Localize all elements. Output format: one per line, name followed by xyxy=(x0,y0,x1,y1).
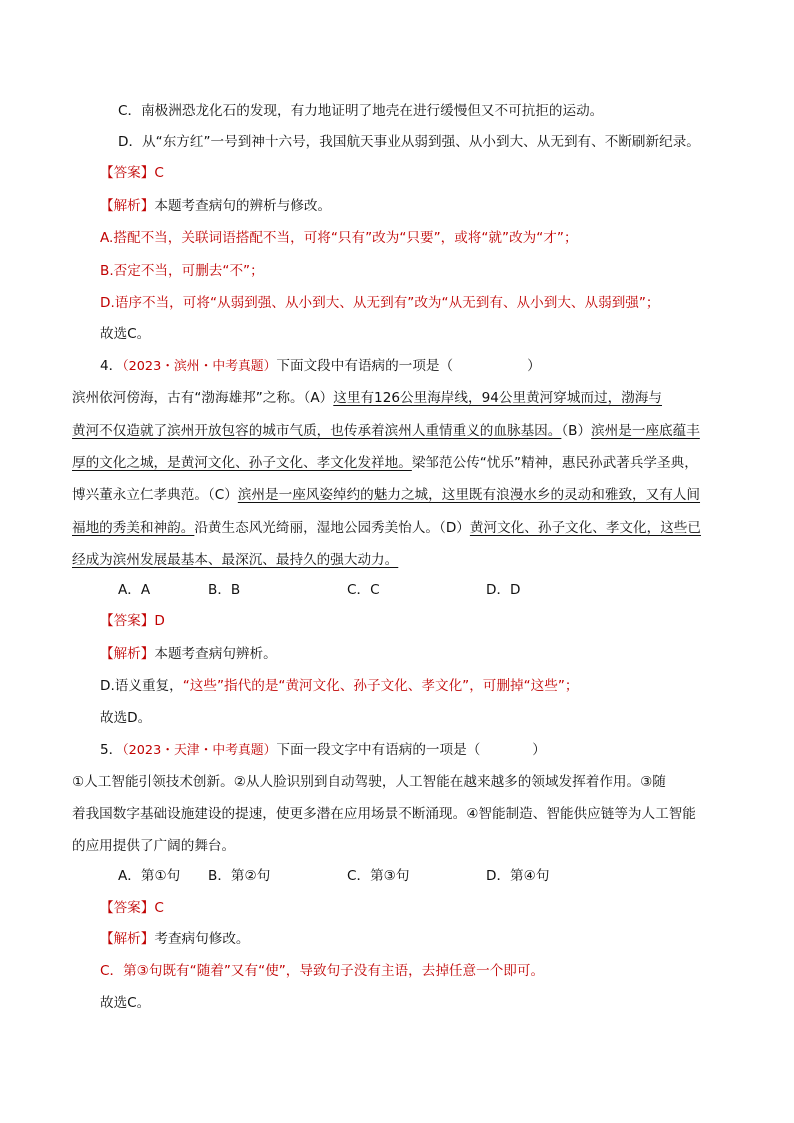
q3-option-d: D．从“东方红”一号到神十六号，我国航天事业从弱到强、从小到大、从无到有、不断刷新纪录。 xyxy=(118,134,700,150)
q4-stem-text: 下面文段中有语病的一项是（ xyxy=(276,358,454,374)
q4-analysis-d: D.语义重复，“这些”指代的是“黄河文化、孙子文化、孝文化”，可删掉“这些”； xyxy=(100,678,579,694)
q4-passage-line-3: 厚的文化之城，是黄河文化、孙子文化、孝文化发祥地。梁邹范公传“忧乐”精神，惠民孙武著兵学圣典， xyxy=(72,455,698,471)
q5-stem xyxy=(100,740,546,761)
answer-tag: 【答案】 xyxy=(100,165,155,181)
q4-passage-line-2: 黄河不仅造就了滨州开放包容的城市气质，也传承着滨州人重情重义的血脉基因。（B）滨州是一座底蕴丰 xyxy=(72,423,700,439)
answer-tag: 【答案】 xyxy=(100,613,155,629)
answer-value: C xyxy=(154,900,164,916)
q5-stem-close: ） xyxy=(532,742,546,758)
q4-option-b[interactable]: B．B xyxy=(208,582,241,598)
q5-number: 5． xyxy=(100,742,123,758)
q4-stem-close: ） xyxy=(527,358,541,374)
q5-option-a[interactable]: A．第①句 xyxy=(118,868,181,884)
answer-value: C xyxy=(154,165,164,181)
q4-source: （2023・滨州・中考真题） xyxy=(122,359,277,374)
q5-answer xyxy=(100,898,164,918)
q4-number: 4． xyxy=(100,358,123,374)
q3-option-c: C．南极洲恐龙化石的发现，有力地证明了地壳在进行缓慢但又不可抗拒的运动。 xyxy=(118,103,604,119)
q3-answer xyxy=(100,163,164,183)
analysis-text: 本题考查病句辨析。 xyxy=(154,646,277,662)
answer-tag: 【答案】 xyxy=(100,900,155,916)
analysis-text: 考查病句修改。 xyxy=(154,931,250,947)
q5-passage-line-1: ①人工智能引领技术创新。②从人脸识别到自动驾驶，人工智能在越来越多的领域发挥着作用。③随 xyxy=(72,774,666,790)
q4-passage-line-1: 滨州依河傍海，古有“渤海雄邦”之称。（A）这里有126公里海岸线，94公里黄河穿城而过，渤海与 xyxy=(72,390,662,406)
q5-analysis-c: C．第③句既有“随着”又有“使”，导致句子没有主语，去掉任意一个即可。 xyxy=(100,963,545,979)
q3-analysis-a: A.搭配不当，关联词语搭配不当，可将“只有”改为“只要”，或将“就”改为“才”； xyxy=(100,230,578,246)
q4-passage-line-4: 博兴董永立仁孝典范。（C）滨州是一座风姿绰约的魅力之城，这里既有浪漫水乡的灵动和雅致，又有人间 xyxy=(72,487,701,503)
analysis-text: 本题考查病句的辨析与修改。 xyxy=(154,198,332,214)
q4-analysis xyxy=(100,644,277,664)
q4-conclusion: 故选D。 xyxy=(100,710,152,726)
q5-passage-line-2: 着我国数字基础设施建设的提速，使更多潜在应用场景不断涌现。④智能制造、智能供应链等为人工智能 xyxy=(72,806,696,822)
q5-source: （2023・天津・中考真题） xyxy=(122,743,277,758)
q3-analysis xyxy=(100,196,331,216)
q4-stem xyxy=(100,356,541,377)
q5-conclusion: 故选C。 xyxy=(100,995,151,1011)
q4-answer xyxy=(100,611,165,631)
q5-option-c[interactable]: C．第③句 xyxy=(347,868,410,884)
q5-passage-line-3: 的应用提供了广阔的舞台。 xyxy=(72,838,236,854)
q5-stem-text: 下面一段文字中有语病的一项是（ xyxy=(276,742,481,758)
q4-passage-line-5: 福地的秀美和神韵。沿黄生态风光绮丽，湿地公园秀美怡人。（D）黄河文化、孙子文化、孝文化，这些已 xyxy=(72,520,701,536)
analysis-tag: 【解析】 xyxy=(100,646,155,662)
answer-value: D xyxy=(154,613,165,629)
q4-passage-line-6: 经成为滨州发展最基本、最深沉、最持久的强大动力。 xyxy=(72,552,399,568)
analysis-tag: 【解析】 xyxy=(100,198,155,214)
q5-option-d[interactable]: D．第④句 xyxy=(486,868,550,884)
q3-analysis-b: B.否定不当，可删去“不”； xyxy=(100,263,264,279)
q3-conclusion: 故选C。 xyxy=(100,326,151,342)
q3-analysis-d: D.语序不当，可将“从弱到强、从小到大、从无到有”改为“从无到有、从小到大、从弱到强”； xyxy=(100,295,660,311)
q4-option-c[interactable]: C．C xyxy=(347,582,380,598)
analysis-tag: 【解析】 xyxy=(100,931,155,947)
q5-option-b[interactable]: B．第②句 xyxy=(208,868,271,884)
q5-analysis xyxy=(100,929,250,949)
q4-option-a[interactable]: A．A xyxy=(118,582,151,598)
q4-option-d[interactable]: D．D xyxy=(486,582,521,598)
